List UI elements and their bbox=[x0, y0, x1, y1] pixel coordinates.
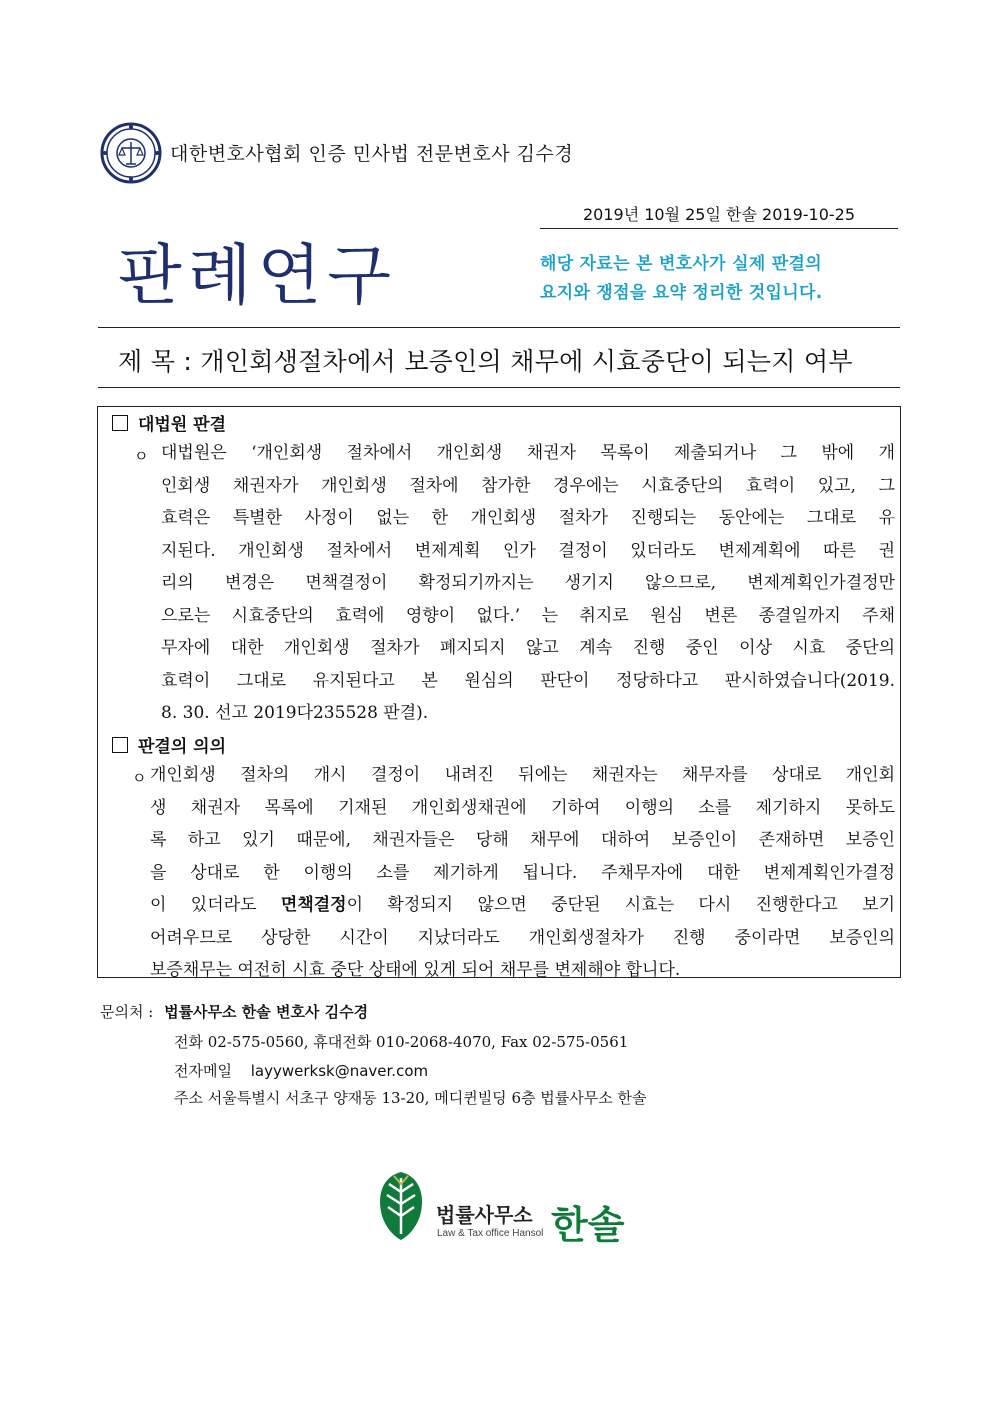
paragraph-line: 대법원은 ‘개인회생 절차에서 개인회생 채권자 목록이 제출되거나 그 밖에 개 bbox=[161, 443, 895, 463]
contact-phone: 전화 02-575-0560, 휴대전화 010-2068-4070, Fax 02-575-0561 bbox=[174, 1033, 629, 1051]
paragraph-line: 효력은 특별한 사정이 없는 한 개인회생 절차가 진행되는 동안에는 그대로 유 bbox=[161, 508, 895, 528]
paragraph-line: 이 있더라도 면책결정이 확정되지 않으면 중단된 시효는 다시 진행한다고 보기 bbox=[150, 895, 895, 915]
note-line-1: 해당 자료는 본 변호사가 실제 판결의 bbox=[540, 254, 822, 274]
top-divider bbox=[98, 327, 900, 328]
page-title: 판례연구 bbox=[118, 237, 398, 314]
date-line: 2019년 10월 25일 한솔 2019-10-25 bbox=[540, 202, 898, 229]
circle-bullet-icon: ㅇ bbox=[134, 447, 149, 465]
contact-address: 주소 서울특별시 서초구 양재동 13-20, 메디퀸빌딩 6층 법률사무소 한솔 bbox=[174, 1089, 647, 1107]
paragraph-line: 리의 변경은 면책결정이 확정되기까지는 생기지 않으므로, 변제계획인가결정만 bbox=[161, 573, 895, 593]
section-heading-significance: 판결의 의의 bbox=[112, 732, 226, 757]
paragraph-line: 개인회생 절차의 개시 결정이 내려진 뒤에는 채권자는 채무자를 상대로 개인회 bbox=[150, 765, 895, 785]
paragraph-line: 생 채권자 목록에 기재된 개인회생채권에 기하여 이행의 소를 제기하지 못하도 bbox=[150, 797, 895, 818]
paragraph-line: 보증채무는 여전히 시효 중단 상태에 있게 되어 채무를 변제해야 합니다. bbox=[150, 960, 681, 980]
paragraph-line: 8. 30. 선고 2019다235528 판결). bbox=[161, 703, 429, 723]
subject-line: 제 목 : 개인회생절차에서 보증인의 채무에 시효중단이 되는지 여부 bbox=[118, 347, 853, 376]
logo-name: 한솔 bbox=[551, 1203, 625, 1247]
content-box bbox=[97, 406, 901, 978]
paragraph-line: 인회생 채권자가 개인회생 절차에 참가한 경우에는 시효중단의 효력이 있고, 그 bbox=[161, 475, 895, 496]
paragraph-line: 지된다. 개인회생 절차에서 변제계획 인가 결정이 있더라도 변제계획에 따른 권 bbox=[161, 540, 895, 561]
section-paragraph-supreme-court bbox=[161, 437, 895, 730]
square-bullet-icon bbox=[112, 737, 128, 753]
email-link[interactable]: layywerksk@naver.com bbox=[250, 1062, 429, 1080]
logo-subtitle: 법률사무소 bbox=[436, 1203, 533, 1227]
contact-firm: 법률사무소 한솔 변호사 김수경 bbox=[164, 1003, 369, 1021]
square-bullet-icon bbox=[112, 415, 128, 431]
disclaimer-note bbox=[540, 250, 900, 308]
contact-email-row bbox=[174, 1060, 428, 1081]
section-paragraph-significance bbox=[150, 792, 895, 987]
contact-header bbox=[100, 1001, 368, 1022]
paragraph-line: 을 상대로 한 이행의 소를 제기하게 됩니다. 주채무자에 대한 변제계획인가결정 bbox=[150, 862, 895, 883]
emphasis-term: 면책결정 bbox=[280, 895, 347, 915]
note-line-2: 요지와 쟁점을 요약 정리한 것입니다. bbox=[540, 283, 823, 303]
paragraph-line: 무자에 대한 개인회생 절차가 폐지되지 않고 계속 진행 중인 이상 시효 중단의 bbox=[161, 638, 895, 658]
circle-bullet-icon: ㅇ bbox=[132, 769, 147, 787]
org-line: 대한변호사협회 인증 민사법 전문변호사 김수경 bbox=[170, 143, 574, 165]
logo-english: Law & Tax office Hansol bbox=[437, 1228, 544, 1239]
section-heading-supreme-court: 대법원 판결 bbox=[112, 410, 226, 435]
email-label: 전자메일 bbox=[174, 1062, 232, 1080]
section-paragraph-first-line bbox=[150, 759, 895, 792]
hansol-leaf-logo-icon bbox=[376, 1170, 426, 1242]
bar-association-seal-icon bbox=[100, 122, 162, 184]
bottom-divider bbox=[98, 387, 900, 388]
paragraph-line: 어려우므로 상당한 시간이 지났더라도 개인회생절차가 진행 중이라면 보증인의 bbox=[150, 927, 895, 948]
contact-label: 문의처 : bbox=[100, 1003, 154, 1021]
paragraph-line: 록 하고 있기 때문에, 채권자들은 당해 채무에 대하여 보증인이 존재하면 보증인 bbox=[150, 830, 895, 850]
paragraph-line: 효력이 그대로 유지된다고 본 원심의 판단이 정당하다고 판시하였습니다(2019. bbox=[161, 670, 895, 691]
paragraph-line: 으로는 시효중단의 효력에 영향이 없다.’ 는 취지로 원심 변론 종결일까지 주채 bbox=[161, 605, 895, 626]
